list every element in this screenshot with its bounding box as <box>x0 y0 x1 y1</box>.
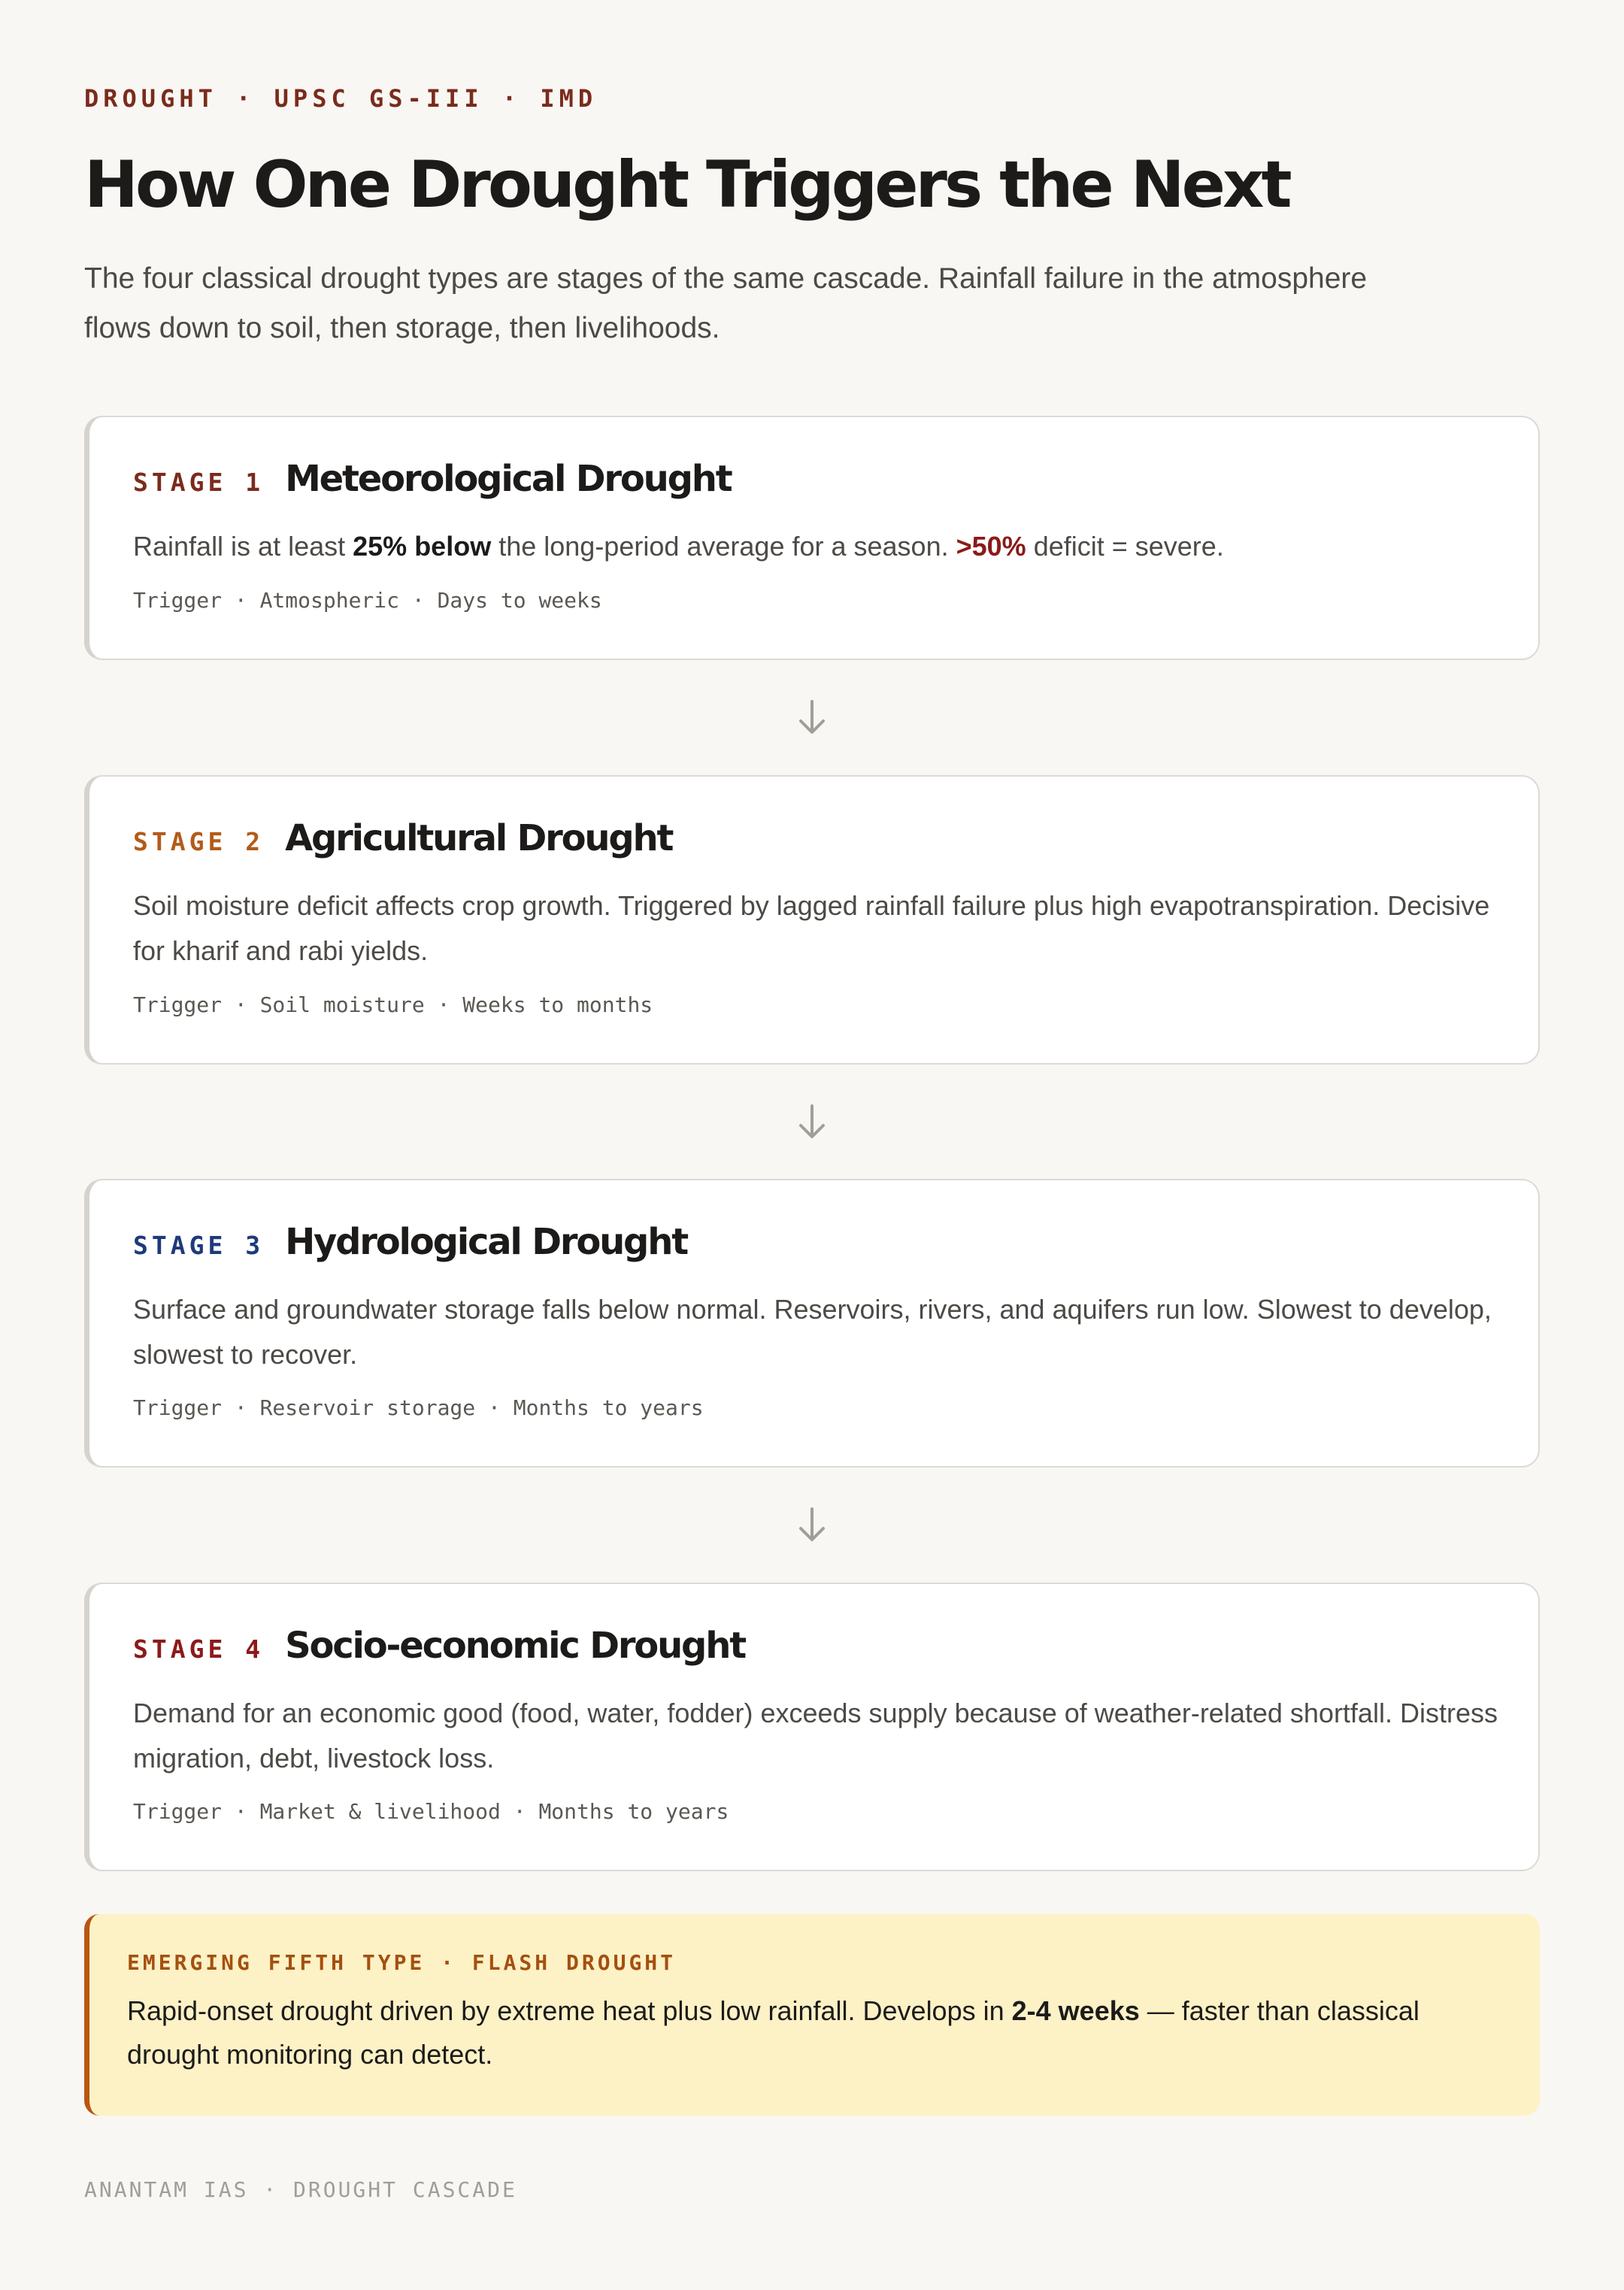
stage-description <box>133 524 1509 569</box>
stage-description: Soil moisture deficit affects crop growth. Triggered by lagged rainfall failure plus high evapotranspiration. Decisive for kharif and rabi yields. <box>133 890 1490 966</box>
stage-meta: Trigger · Market & livelihood · Months to years <box>133 1799 729 1824</box>
stage-card-meteorological <box>84 416 1540 660</box>
stage-description: Surface and groundwater storage falls below normal. Reservoirs, rivers, and aquifers run low. Slowest to develop, slowest to recover. <box>133 1294 1492 1370</box>
stage-number: STAGE 2 <box>133 827 265 856</box>
flash-drought-callout <box>84 1914 1540 2116</box>
stage-card-hydrological <box>84 1179 1540 1468</box>
callout-text <box>127 1989 1510 2076</box>
stage-header <box>133 458 732 500</box>
footer-credit: ANANTAM IAS · DROUGHT CASCADE <box>84 2177 517 2202</box>
stage-header <box>133 1625 745 1667</box>
stage-meta: Trigger · Soil moisture · Weeks to months <box>133 992 653 1017</box>
description-text: the long-period average for a season. <box>491 531 956 562</box>
stage-title: Meteorological Drought <box>285 458 732 500</box>
callout-text-part: — faster than classical drought monitoring can detect. <box>127 1995 1419 2070</box>
stage-title: Socio-economic Drought <box>285 1625 745 1667</box>
stage-number: STAGE 3 <box>133 1231 265 1260</box>
stage-card-socio-economic <box>84 1583 1540 1871</box>
stage-number: STAGE 1 <box>133 468 265 497</box>
callout-label: EMERGING FIFTH TYPE · FLASH DROUGHT <box>127 1950 677 1975</box>
stage-header <box>133 1221 687 1263</box>
stage-description: Demand for an economic good (food, water, fodder) exceeds supply because of weather-related shortfall. Distress migration, debt, livestock loss. <box>133 1698 1498 1774</box>
eyebrow-label: DROUGHT · UPSC GS-III · IMD <box>84 84 598 113</box>
callout-emphasis: 2-4 weeks <box>1011 1995 1140 2026</box>
severe-threshold: >50% <box>956 531 1026 562</box>
description-text: deficit = severe. <box>1026 531 1224 562</box>
stage-title: Hydrological Drought <box>285 1221 687 1263</box>
page-title: How One Drought Triggers the Next <box>84 147 1289 223</box>
arrow-down-icon <box>788 1501 836 1549</box>
arrow-down-icon <box>788 1098 836 1147</box>
callout-text-part: Rapid-onset drought driven by extreme heat plus low rainfall. Develops in <box>127 1995 1012 2026</box>
description-emphasis: 25% below <box>353 531 492 562</box>
stage-meta: Trigger · Atmospheric · Days to weeks <box>133 588 602 613</box>
stage-title: Agricultural Drought <box>285 817 673 859</box>
stage-header <box>133 817 672 859</box>
stage-card-agricultural <box>84 775 1540 1065</box>
stage-number: STAGE 4 <box>133 1634 265 1664</box>
arrow-down-icon <box>788 694 836 742</box>
stage-meta: Trigger · Reservoir storage · Months to years <box>133 1395 704 1420</box>
description-text: Rainfall is at least <box>133 531 353 562</box>
intro-paragraph: The four classical drought types are stages of the same cascade. Rainfall failure in the atmosphere flows down to soil, then storage, then livelihoods. <box>84 262 1368 344</box>
